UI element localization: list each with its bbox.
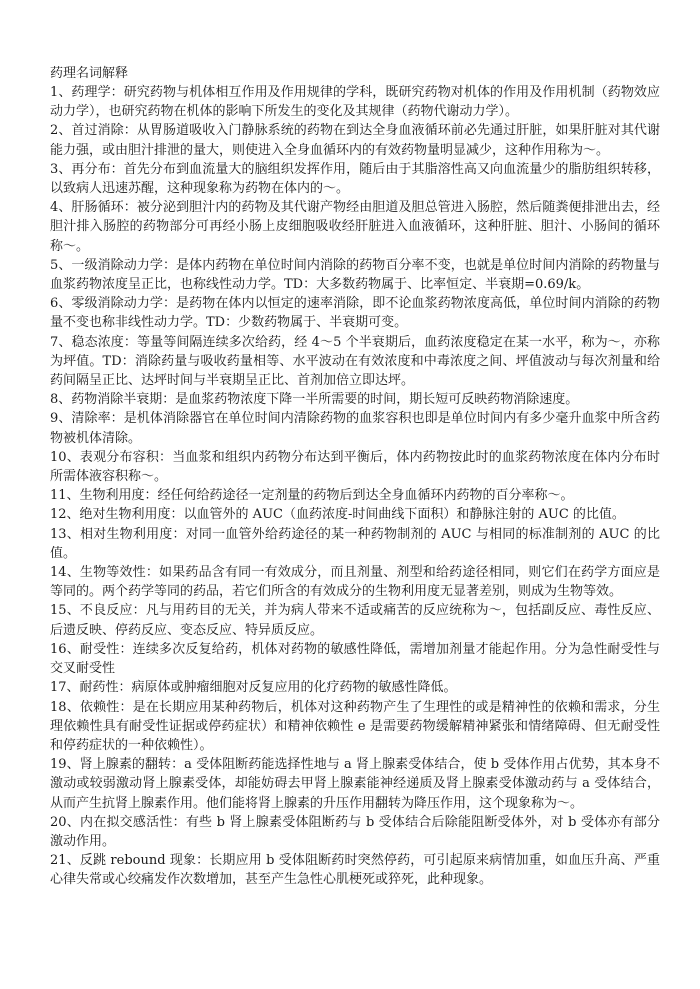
definition-entry-13: 13、相对生物利用度：对同一血管外给药途径的某一种药物制剂的 AUC 与相同的标准制剂的 AUC 的比值。 <box>50 526 660 561</box>
definition-entry-9: 9、清除率：是机体消除器官在单位时间内清除药物的血浆容积也即是单位时间内有多少毫升血浆中所含药物被机体清除。 <box>50 411 660 446</box>
definition-entry-6: 6、零级消除动力学：是药物在体内以恒定的速率消除，即不论血浆药物浓度高低，单位时间内消除的药物量不变也称非线性动力学。TD：少数药物属于、半衰期可变。 <box>50 296 660 331</box>
definition-entry-3: 3、再分布：首先分布到血流量大的脑组织发挥作用，随后由于其脂溶性高又向血流量少的脂肪组织转移，以致病人迅速苏醒，这种现象称为药物在体内的～。 <box>50 161 660 197</box>
definition-entry-10: 10、表观分布容积：当血浆和组织内药物分布达到平衡后，体内药物按此时的血浆药物浓度在体内分布时所需体液容积称～。 <box>50 449 660 485</box>
definition-entry-1: 1、药理学：研究药物与机体相互作用及作用规律的学科，既研究药物对机体的作用及作用机制（药物效应动力学），也研究药物在机体的影响下所发生的变化及其规律（药物代谢动力学）。 <box>50 85 660 120</box>
definition-entry-16: 16、耐受性：连续多次反复给药，机体对药物的敏感性降低，需增加剂量才能起作用。分为急性耐受性与交叉耐受性 <box>50 641 660 677</box>
document-page <box>50 64 660 890</box>
definition-entry-11: 11、生物利用度：经任何给药途径一定剂量的药物后到达全身血循环内药物的百分率称～。 <box>50 488 574 504</box>
definition-entry-8: 8、药物消除半衰期：是血浆药物浓度下降一半所需要的时间，期长短可反映药物消除速度。 <box>50 392 579 408</box>
definition-entry-12: 12、绝对生物利用度：以血管外的 AUC（血药浓度-时间曲线下面积）和静脉注射的 AUC 的比值。 <box>50 507 625 523</box>
definition-entry-17: 17、耐药性：病原体或肿瘤细胞对反复应用的化疗药物的敏感性降低。 <box>50 680 457 696</box>
definition-entry-5: 5、一级消除动力学：是体内药物在单位时间内消除的药物百分率不变，也就是单位时间内消除的药物量与血浆药物浓度呈正比，也称线性动力学。TD：大多数药物属于、比率恒定、半衰期=0.69/k。 <box>50 257 660 293</box>
document-title: 药理名词解释 <box>50 66 129 81</box>
definition-entry-20: 20、内在拟交感活性：有些 b 肾上腺素受体阻断药与 b 受体结合后除能阻断受体外，对 b 受体亦有部分激动作用。 <box>50 814 660 849</box>
definition-entry-4: 4、肝肠循环：被分泌到胆汁内的药物及其代谢产物经由胆道及胆总管进入肠腔，然后随粪便排泄出去，经胆汁排入肠腔的药物部分可再经小肠上皮细胞吸收经肝脏进入血液循环，这种肝脏、胆汁、小肠间的循环称～。 <box>50 200 660 254</box>
definition-entry-18: 18、依赖性：是在长期应用某种药物后，机体对这种药物产生了生理性的或是精神性的依赖和需求，分生理依赖性具有耐受性证据或停药症状）和精神依赖性 e 是需要药物缓解精神紧张和情绪障碍、但无耐受性和停药症状的一种依赖性）。 <box>50 699 660 753</box>
definition-entry-7: 7、稳态浓度：等量等间隔连续多次给药，经 4～5 个半衰期后，血药浓度稳定在某一水平，称为～，亦称为坪值。TD：消除药量与吸收药量相等、水平波动在有效浓度和中毒浓度之间、坪值波动与每次剂量和给药间隔呈正比、达坪时间与半衰期呈正比、首剂加倍立即达坪。 <box>50 334 660 389</box>
definition-entry-19: 19、肾上腺素的翻转：a 受体阻断药能选择性地与 a 肾上腺素受体结合，使 b 受体作用占优势，其本身不激动或较弱激动肾上腺素受体，却能妨碍去甲肾上腺素能神经递质及肾上腺素受体激动药与 a 受体结合，从而产生抗肾上腺素作用。他们能将肾上腺素的升压作用翻转为降压作用，这个现象称为～。 <box>50 757 660 811</box>
definition-entry-14: 14、生物等效性：如果药品含有同一有效成分，而且剂量、剂型和给药途径相同，则它们在药学方面应是等同的。两个药学等同的药品，若它们所含的有效成分的生物利用度无显著差别，则成为生物等效。 <box>50 565 660 600</box>
definition-entry-2: 2、首过消除：从胃肠道吸收入门静脉系统的药物在到达全身血液循环前必先通过肝脏，如果肝脏对其代谢能力强，或由胆汁排泄的量大，则使进入全身血循环内的有效药物量明显减少，这种作用称为～。 <box>50 123 660 158</box>
definition-entry-21: 21、反跳 rebound 现象：长期应用 b 受体阻断药时突然停药，可引起原来病情加重，如血压升高、严重心律失常或心绞痛发作次数增加，甚至产生急性心肌梗死或猝死，此种现象。 <box>50 853 660 888</box>
definition-entry-15: 15、不良反应：凡与用药目的无关，并为病人带来不适或痛苦的反应统称为～，包括副反应、毒性反应、后遗反映、停药反应、变态反应、特异质反应。 <box>50 603 660 638</box>
